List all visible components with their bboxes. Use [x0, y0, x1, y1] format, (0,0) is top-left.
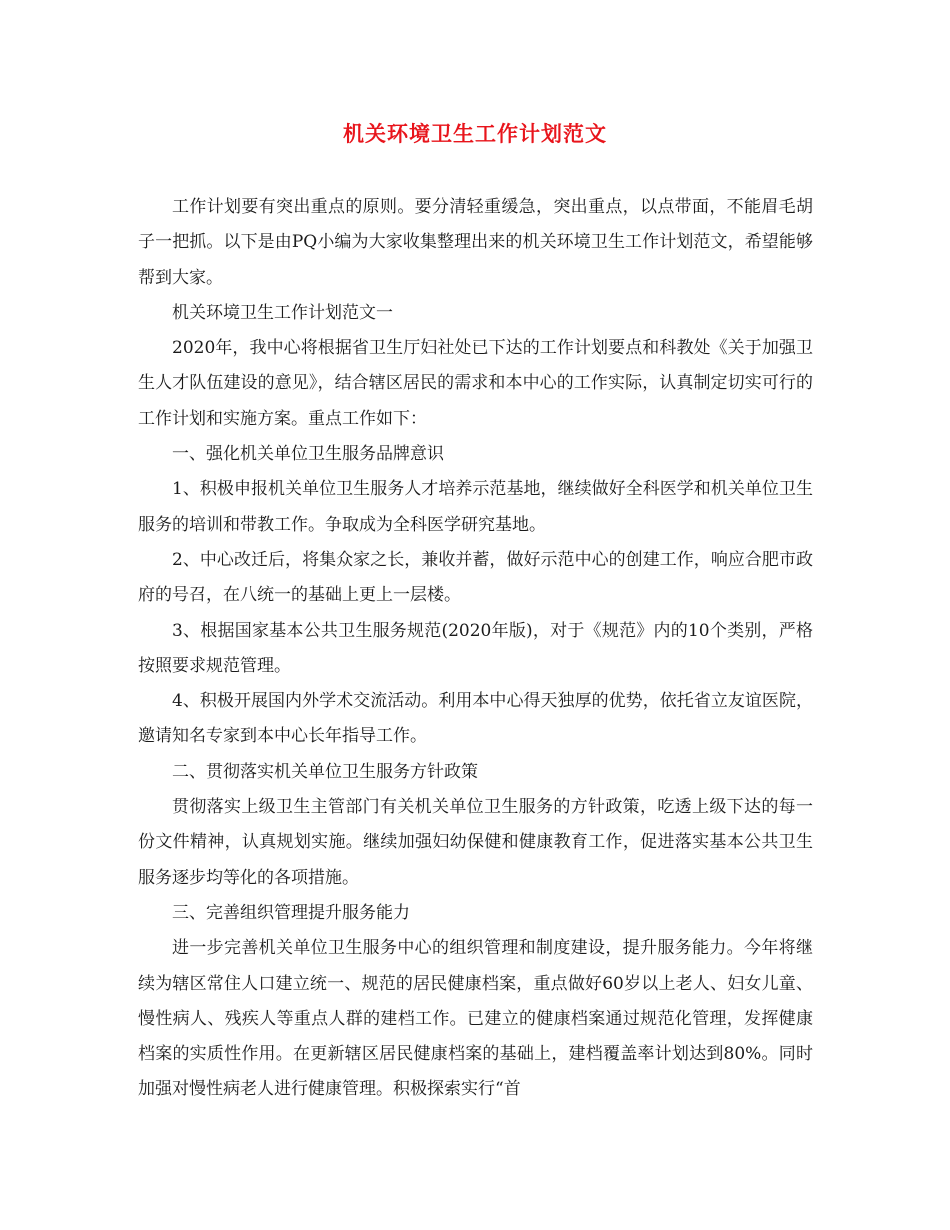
section-heading-1: 一、强化机关单位卫生服务品牌意识 [172, 444, 444, 465]
paragraph: 2、中心改迁后，将集众家之长，兼收并蓄，做好示范中心的创建工作，响应合肥市政府的号召，在八统一的基础上更上一层楼。 [138, 549, 813, 606]
document-body [138, 190, 813, 1108]
paragraph-intro: 工作计划要有突出重点的原则。要分清轻重缓急，突出重点，以点带面，不能眉毛胡子一把抓。以下是由PQ小编为大家收集整理出来的机关环境卫生工作计划范文，希望能够帮到大家。 [138, 197, 813, 288]
section-heading-2: 二、贯彻落实机关单位卫生服务方针政策 [172, 761, 478, 782]
paragraph: 进一步完善机关单位卫生服务中心的组织管理和制度建设，提升服务能力。今年将继续为辖区常住人口建立统一、规范的居民健康档案，重点做好60岁以上老人、妇女儿童、慢性病人、残疾人等重点人群的建档工作。已建立的健康档案通过规范化管理，发挥健康档案的实质性作用。在更新辖区居民健康档案的基础上，建档覆盖率计划达到80%。同时加强对慢性病老人进行健康管理。积极探索实行“首 [138, 938, 813, 1100]
paragraph: 3、根据国家基本公共卫生服务规范(2020年版)，对于《规范》内的10个类别，严格按照要求规范管理。 [138, 620, 813, 676]
paragraph-subtitle: 机关环境卫生工作计划范文一 [172, 302, 393, 323]
paragraph: 贯彻落实上级卫生主管部门有关机关单位卫生服务的方针政策，吃透上级下达的每一份文件精神，认真规划实施。继续加强妇幼保健和健康教育工作，促进落实基本公共卫生服务逐步均等化的各项措施。 [138, 797, 813, 888]
section-heading-3: 三、完善组织管理提升服务能力 [172, 902, 410, 923]
paragraph: 2020年，我中心将根据省卫生厅妇社处已下达的工作计划要点和科教处《关于加强卫生人才队伍建设的意见》，结合辖区居民的需求和本中心的工作实际，认真制定切实可行的工作计划和实施方案。重点工作如下： [138, 338, 813, 429]
paragraph: 4、积极开展国内外学术交流活动。利用本中心得天独厚的优势，依托省立友谊医院，邀请知名专家到本中心长年指导工作。 [138, 691, 813, 747]
document-title: 机关环境卫生工作计划范文 [343, 121, 607, 146]
paragraph: 1、积极申报机关单位卫生服务人才培养示范基地，继续做好全科医学和机关单位卫生服务的培训和带教工作。争取成为全科医学研究基地。 [138, 479, 813, 535]
